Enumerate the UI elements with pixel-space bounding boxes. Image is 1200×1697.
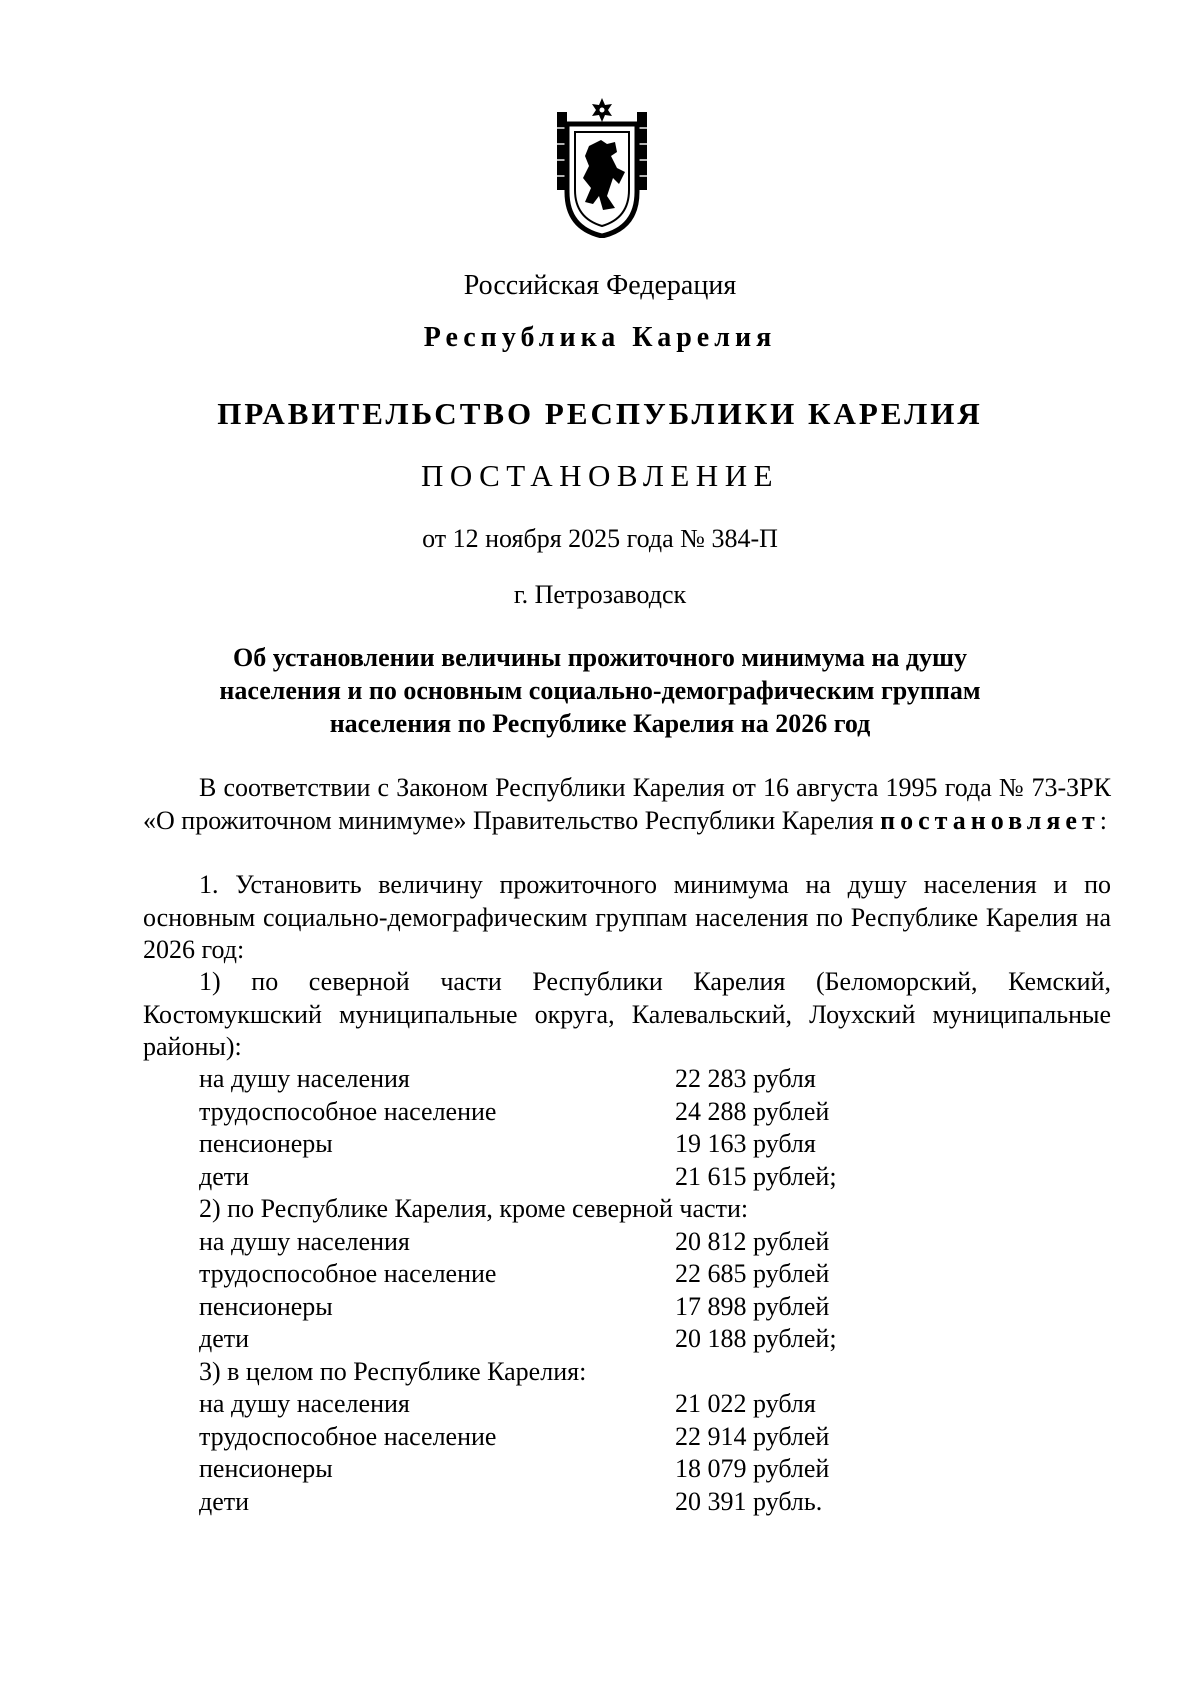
category-value: 19 163 рубля xyxy=(675,1129,816,1158)
subitem-3-heading: 3) в целом по Республике Карелия: xyxy=(199,1356,587,1386)
decrees-word: постановляет xyxy=(880,805,1100,835)
subitem-1-paragraph: 1) по северной части Республики Карелия (Беломорский, Кемский, Костомукшский муниципальные округа, Калевальский, Лоухский муниципальные районы): xyxy=(143,967,1111,1061)
list-item xyxy=(199,1128,837,1161)
list-item xyxy=(199,1486,837,1519)
list-item xyxy=(199,1421,837,1454)
document-title xyxy=(0,641,1200,740)
country-name: Российская Федерация xyxy=(463,270,737,301)
coat-of-arms-icon xyxy=(555,96,649,238)
category-value: 21 615 рублей; xyxy=(675,1161,837,1191)
category-value: 20 188 рублей; xyxy=(675,1324,837,1353)
list-item xyxy=(199,1291,837,1324)
republic-name: Республика Карелия xyxy=(423,322,777,353)
category-label: дети xyxy=(199,1161,250,1191)
list-item xyxy=(199,1453,837,1486)
list-item xyxy=(199,1161,837,1194)
category-label: трудоспособное население xyxy=(199,1421,497,1451)
category-value: 20 391 рубль. xyxy=(675,1486,823,1516)
list-item xyxy=(199,1096,837,1129)
category-value: 22 283 рубля xyxy=(675,1064,816,1093)
subsistence-values-list xyxy=(199,1063,837,1518)
list-item xyxy=(199,1063,837,1096)
category-value: 17 898 рублей xyxy=(675,1291,830,1321)
category-label: трудоспособное население xyxy=(199,1259,497,1288)
document-city: г. Петрозаводск xyxy=(513,580,687,609)
category-label: на душу населения xyxy=(199,1226,410,1256)
category-value: 24 288 рублей xyxy=(675,1096,830,1126)
category-label: пенсионеры xyxy=(199,1291,333,1321)
category-label: дети xyxy=(199,1486,250,1516)
subitem-2-heading: 2) по Республике Карелия, кроме северной части: xyxy=(199,1194,749,1223)
decrees-colon: : xyxy=(1099,805,1107,835)
document-type: ПОСТАНОВЛЕНИЕ xyxy=(420,458,780,493)
category-label: трудоспособное население xyxy=(199,1096,497,1126)
list-item xyxy=(199,1388,837,1421)
category-value: 18 079 рублей xyxy=(675,1454,830,1483)
document-date-number: от 12 ноября 2025 года № 384-П xyxy=(422,524,778,553)
intro-text: В соответствии с Законом Республики Карелия от 16 августа 1995 года № 73-ЗРК «О прожиточном минимуме» Правительство Республики Карелия xyxy=(143,773,1111,835)
government-name: ПРАВИТЕЛЬСТВО РЕСПУБЛИКИ КАРЕЛИЯ xyxy=(217,396,983,431)
category-value: 22 685 рублей xyxy=(675,1259,830,1288)
title-line: Об установлении величины прожиточного минимума на душу xyxy=(232,643,968,672)
list-item xyxy=(199,1258,837,1291)
category-label: пенсионеры xyxy=(199,1129,333,1158)
intro-paragraph xyxy=(143,772,1111,837)
category-label: на душу населения xyxy=(199,1389,410,1418)
list-item xyxy=(199,1323,837,1356)
category-label: дети xyxy=(199,1324,250,1353)
item-1-paragraph: 1. Установить величину прожиточного минимума на душу населения и по основным социально-демографическим группам населения по Республике Карелия на 2026 год: xyxy=(143,870,1111,964)
category-value: 20 812 рублей xyxy=(675,1226,830,1256)
category-label: на душу населения xyxy=(199,1064,410,1093)
category-value: 22 914 рублей xyxy=(675,1421,830,1451)
category-label: пенсионеры xyxy=(199,1454,333,1483)
title-line: населения и по основным социально-демографическим группам xyxy=(219,676,981,705)
list-item xyxy=(199,1226,837,1259)
category-value: 21 022 рубля xyxy=(675,1389,816,1418)
title-line: населения по Республике Карелия на 2026 год xyxy=(329,709,871,738)
